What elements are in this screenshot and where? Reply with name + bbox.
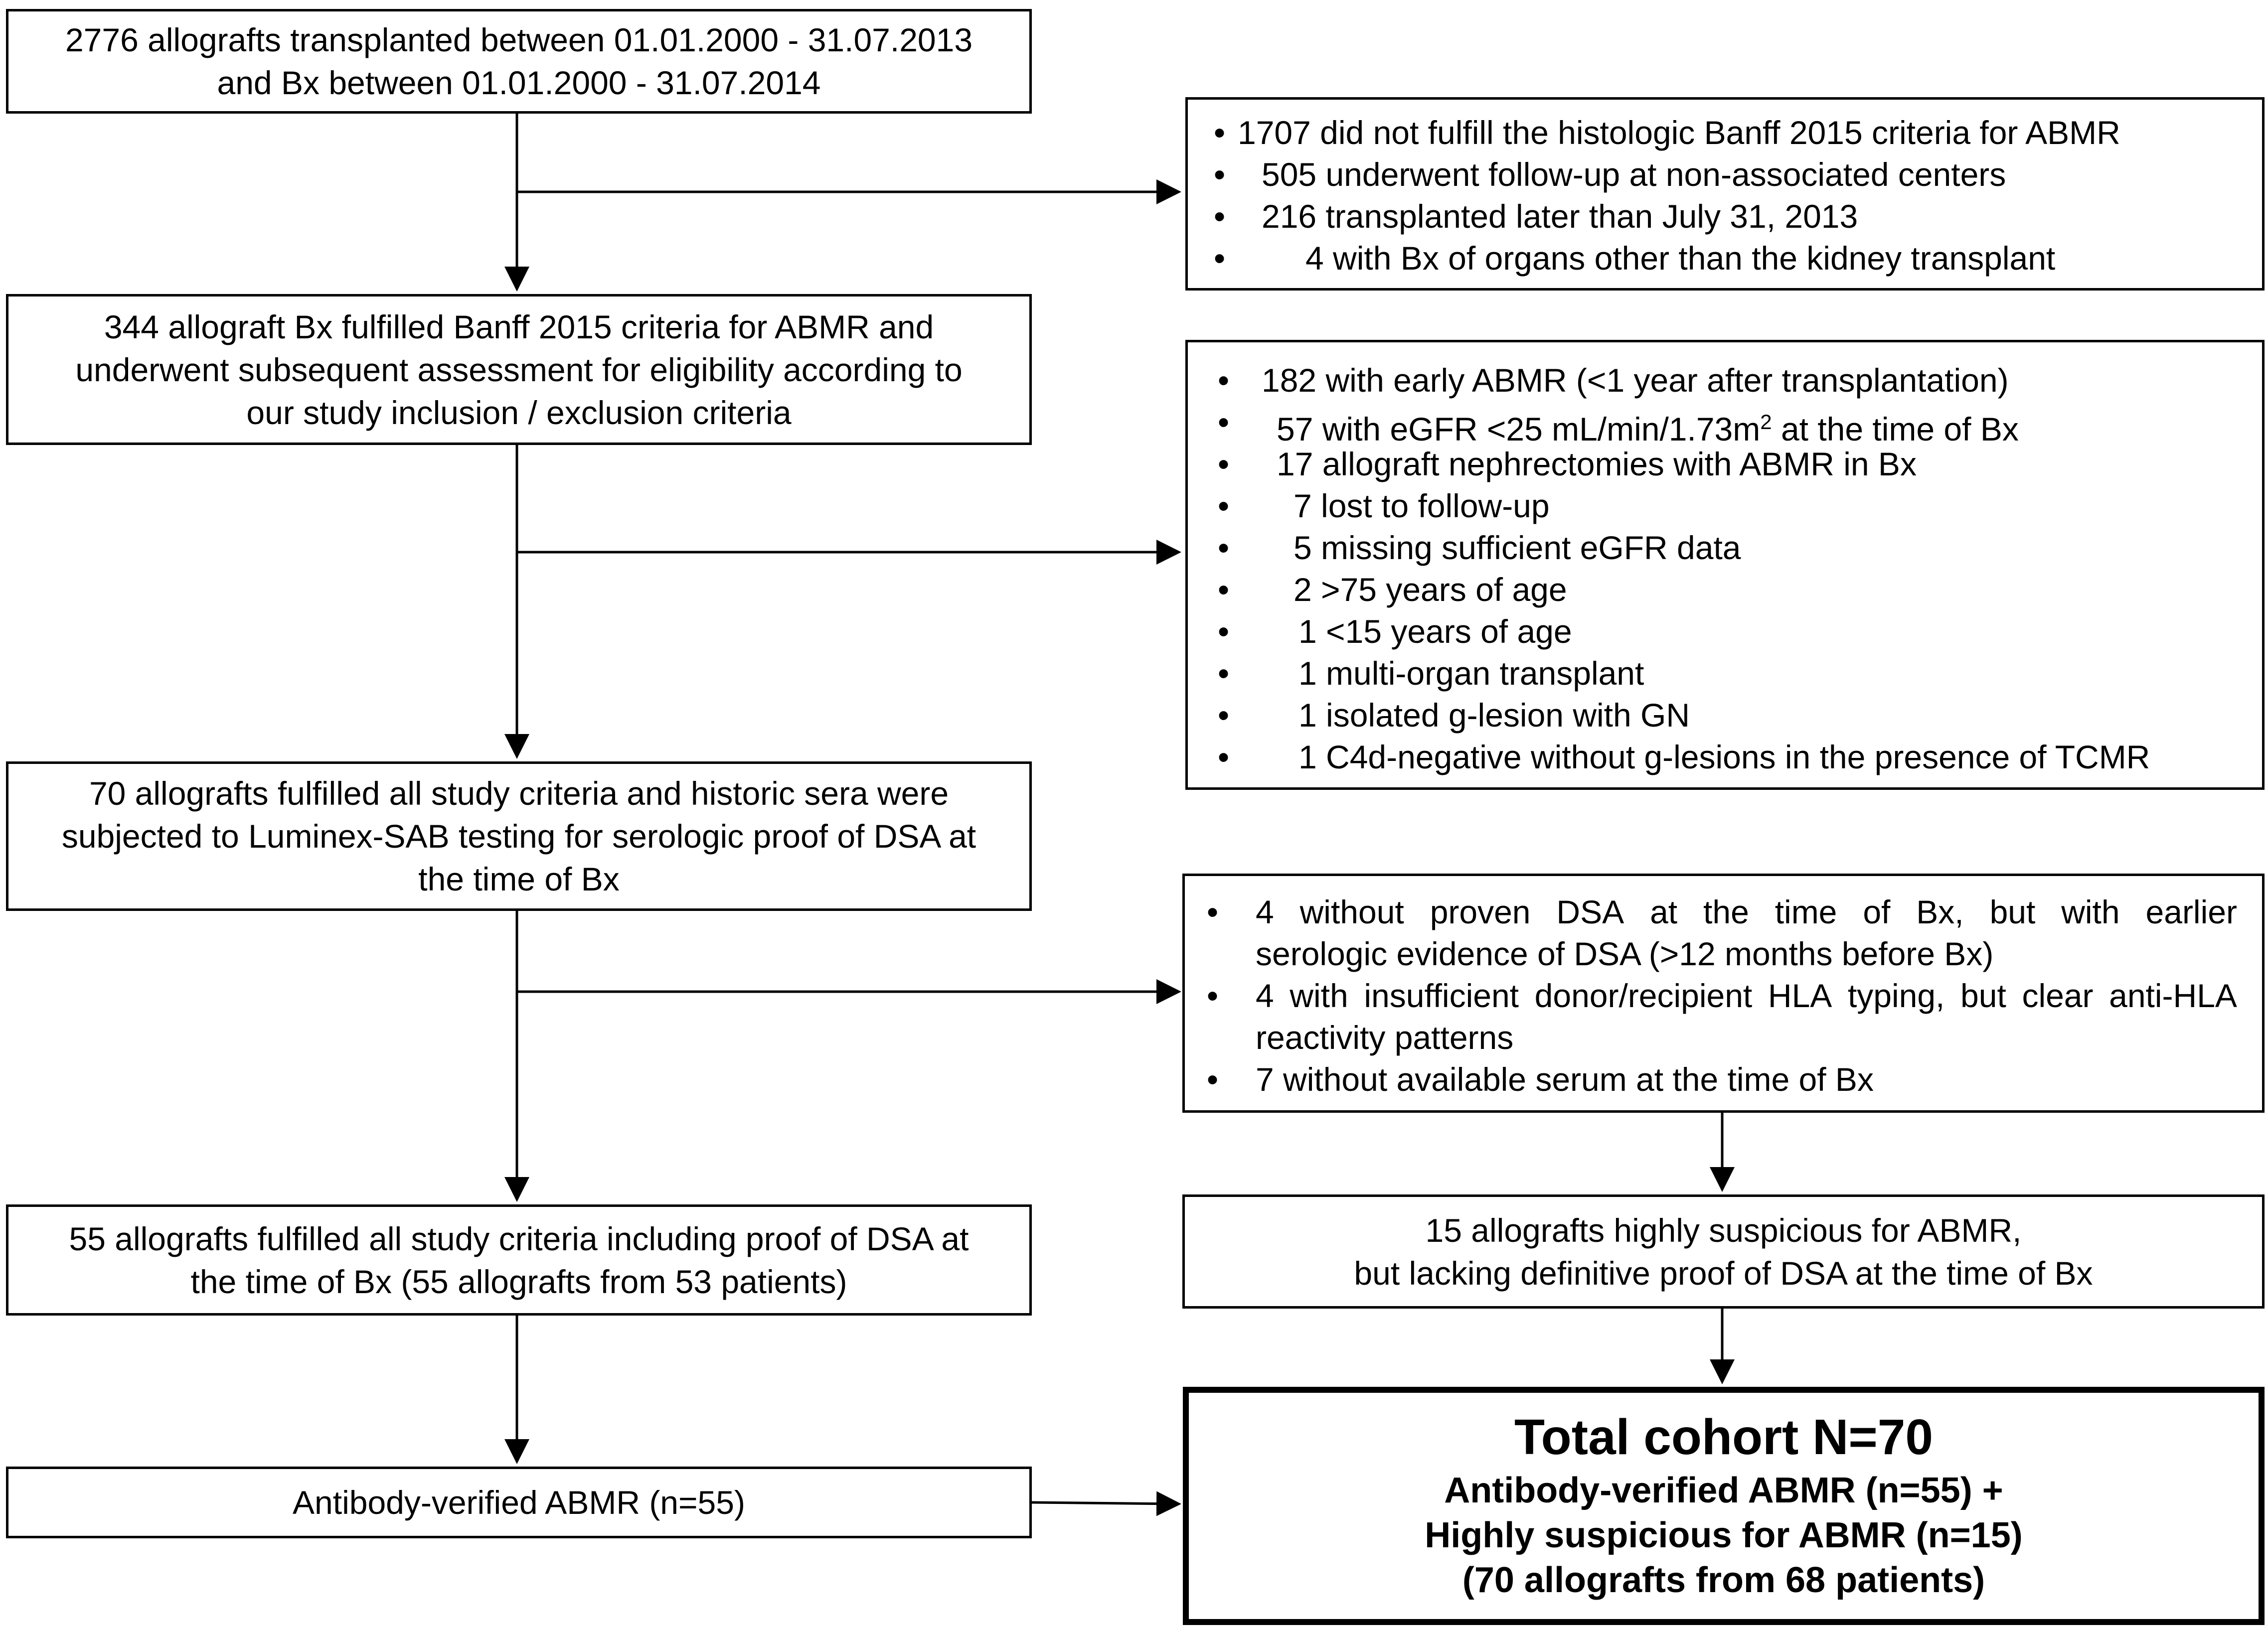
- exclusion-item: [1188, 237, 2262, 279]
- bullet-icon: •: [1218, 571, 1230, 608]
- exclusion-item: [1185, 891, 2262, 933]
- word: anti-HLA: [2109, 977, 2237, 1014]
- exclusion-item-text: 1 multi-organ transplant: [1298, 655, 1644, 692]
- word: typing,: [1847, 977, 1945, 1014]
- exclusion-item-continuation: [1185, 1017, 2262, 1058]
- exclusion-item-text: 4 with Bx of organs other than the kidney transplant: [1305, 240, 2056, 277]
- word: insufficient: [1364, 977, 1519, 1014]
- bullet-icon: •: [1218, 487, 1230, 524]
- exclusion-item: [1188, 112, 2262, 153]
- exclusion-item: [1188, 569, 2262, 610]
- box-text-line: the time of Bx: [418, 861, 620, 897]
- word: Bx,: [1916, 893, 1964, 930]
- bullet-icon: •: [1214, 114, 1226, 151]
- bullet-icon: •: [1218, 404, 1230, 441]
- bullet-icon: •: [1218, 655, 1230, 692]
- exclusion-item: [1188, 610, 2262, 652]
- word: of: [1863, 893, 1891, 930]
- exclusion-item: [1188, 443, 2262, 485]
- exclusion-item: [1188, 652, 2262, 694]
- box-text-line: 344 allograft Bx fulfilled Banff 2015 criteria for ABMR and: [104, 308, 934, 345]
- exclusion-item: [1188, 485, 2262, 527]
- word: with: [2061, 893, 2120, 930]
- word: earlier: [2145, 893, 2237, 930]
- exclusion-item: [1185, 1058, 2262, 1100]
- exclusion-item-text: 216 transplanted later than July 31, 2013: [1262, 198, 1858, 235]
- box-text-line: 55 allografts fulfilled all study criteria including proof of DSA at: [69, 1220, 969, 1257]
- exclusion-item-text: [1256, 975, 2237, 1017]
- box-text-line: 15 allografts highly suspicious for ABMR,: [1425, 1211, 2022, 1249]
- total-cohort-line: Highly suspicious for ABMR (n=15): [1425, 1515, 2023, 1555]
- bullet-icon: •: [1214, 198, 1226, 235]
- bullet-icon: •: [1218, 362, 1230, 399]
- exclusion-item: [1188, 694, 2262, 736]
- box-text-line: the time of Bx (55 allografts from 53 patients): [190, 1263, 847, 1300]
- exclusion-item-text: 2 >75 years of age: [1294, 571, 1567, 608]
- box-text-line: subjected to Luminex-SAB testing for serologic proof of DSA at: [61, 818, 976, 855]
- total-cohort-title: Total cohort N=70: [1514, 1409, 1933, 1465]
- word: 4: [1256, 977, 1274, 1014]
- box-text-line: 2776 allografts transplanted between 01.01.2000 - 31.07.2013: [65, 21, 973, 58]
- exclusion-item: [1188, 527, 2262, 569]
- exclusion-item-text: 17 allograft nephrectomies with ABMR in Bx: [1277, 445, 1917, 482]
- exclusion-item-text: 5 missing sufficient eGFR data: [1294, 529, 1741, 566]
- exclusion-box-3: [1182, 874, 2265, 1113]
- word: but: [1989, 893, 2036, 930]
- bullet-icon: •: [1207, 1061, 1219, 1098]
- bullet-icon: •: [1214, 240, 1226, 277]
- egfr-suffix: at the time of Bx: [1772, 411, 2019, 447]
- box-text-line: underwent subsequent assessment for eligibility according to: [75, 351, 963, 388]
- box-text-line: and Bx between 01.01.2000 - 31.07.2014: [217, 64, 821, 101]
- word: donor/recipient: [1534, 977, 1753, 1014]
- bullet-icon: •: [1218, 445, 1230, 482]
- exclusion-item-text: [1256, 891, 2237, 933]
- bullet-icon: •: [1207, 893, 1219, 930]
- exclusion-item-text: serologic evidence of DSA (>12 months before Bx): [1256, 935, 1994, 972]
- bullet-icon: •: [1218, 739, 1230, 775]
- exclusion-item-text: 505 underwent follow-up at non-associated centers: [1262, 156, 2006, 193]
- total-cohort-line: Antibody-verified ABMR (n=55) +: [1444, 1471, 2003, 1510]
- word: 4: [1256, 893, 1274, 930]
- box-luminex-testing: [6, 761, 1032, 911]
- box-text-line: our study inclusion / exclusion criteria: [246, 394, 792, 431]
- exclusion-item: [1188, 153, 2262, 195]
- word: but: [1960, 977, 2006, 1014]
- exclusion-box-2: [1185, 340, 2265, 790]
- word: HLA: [1768, 977, 1832, 1014]
- exclusion-item-text: 1 C4d-negative without g-lesions in the presence of TCMR: [1298, 739, 2150, 775]
- box-text-line: 70 allografts fulfilled all study criteria and historic sera were: [89, 775, 949, 812]
- exclusion-item-text: 7 lost to follow-up: [1294, 487, 1550, 524]
- word: proven: [1430, 893, 1531, 930]
- exclusion-item: [1188, 401, 2262, 447]
- box-text-line: but lacking definitive proof of DSA at the time of Bx: [1354, 1254, 2093, 1292]
- exclusion-item-text: 7 without available serum at the time of Bx: [1256, 1061, 1874, 1098]
- exclusion-item: [1188, 359, 2262, 401]
- exclusion-box-1: [1185, 97, 2265, 291]
- egfr-text: 57 with eGFR <25 mL/min/1.73m: [1277, 411, 1761, 447]
- box-antibody-verified: [6, 1467, 1032, 1538]
- bullet-icon: •: [1214, 156, 1226, 193]
- word: time: [1775, 893, 1837, 930]
- word: without: [1299, 893, 1404, 930]
- exclusion-item-text: 182 with early ABMR (<1 year after transplantation): [1262, 362, 2009, 399]
- box-total-cohort: [1183, 1387, 2265, 1625]
- total-cohort-line: (70 allografts from 68 patients): [1462, 1560, 1985, 1600]
- exclusion-item-text: 1707 did not fulfill the histologic Banff 2015 criteria for ABMR: [1238, 114, 2120, 151]
- bullet-icon: •: [1218, 697, 1230, 734]
- box-highly-suspicious: [1182, 1194, 2265, 1309]
- word: with: [1290, 977, 1348, 1014]
- word: at: [1650, 893, 1678, 930]
- bullet-icon: •: [1218, 613, 1230, 650]
- exclusion-item-continuation: [1185, 933, 2262, 975]
- word: the: [1703, 893, 1749, 930]
- exclusion-item: [1188, 736, 2262, 778]
- word: clear: [2022, 977, 2094, 1014]
- bullet-icon: •: [1207, 977, 1219, 1014]
- exclusion-item-text: reactivity patterns: [1256, 1019, 1514, 1056]
- box-initial-allografts: [6, 9, 1032, 114]
- arrow-box6-to-final: [1032, 1502, 1179, 1504]
- superscript: 2: [1760, 410, 1772, 434]
- box-text-line: Antibody-verified ABMR (n=55): [293, 1484, 745, 1521]
- exclusion-item: [1185, 975, 2262, 1017]
- box-dsa-proven: [6, 1204, 1032, 1316]
- exclusion-item: [1188, 195, 2262, 237]
- exclusion-item-text: 1 <15 years of age: [1298, 613, 1572, 650]
- word: DSA: [1556, 893, 1624, 930]
- bullet-icon: •: [1218, 529, 1230, 566]
- box-banff-fulfilled: [6, 294, 1032, 445]
- exclusion-item-text: 1 isolated g-lesion with GN: [1298, 697, 1690, 734]
